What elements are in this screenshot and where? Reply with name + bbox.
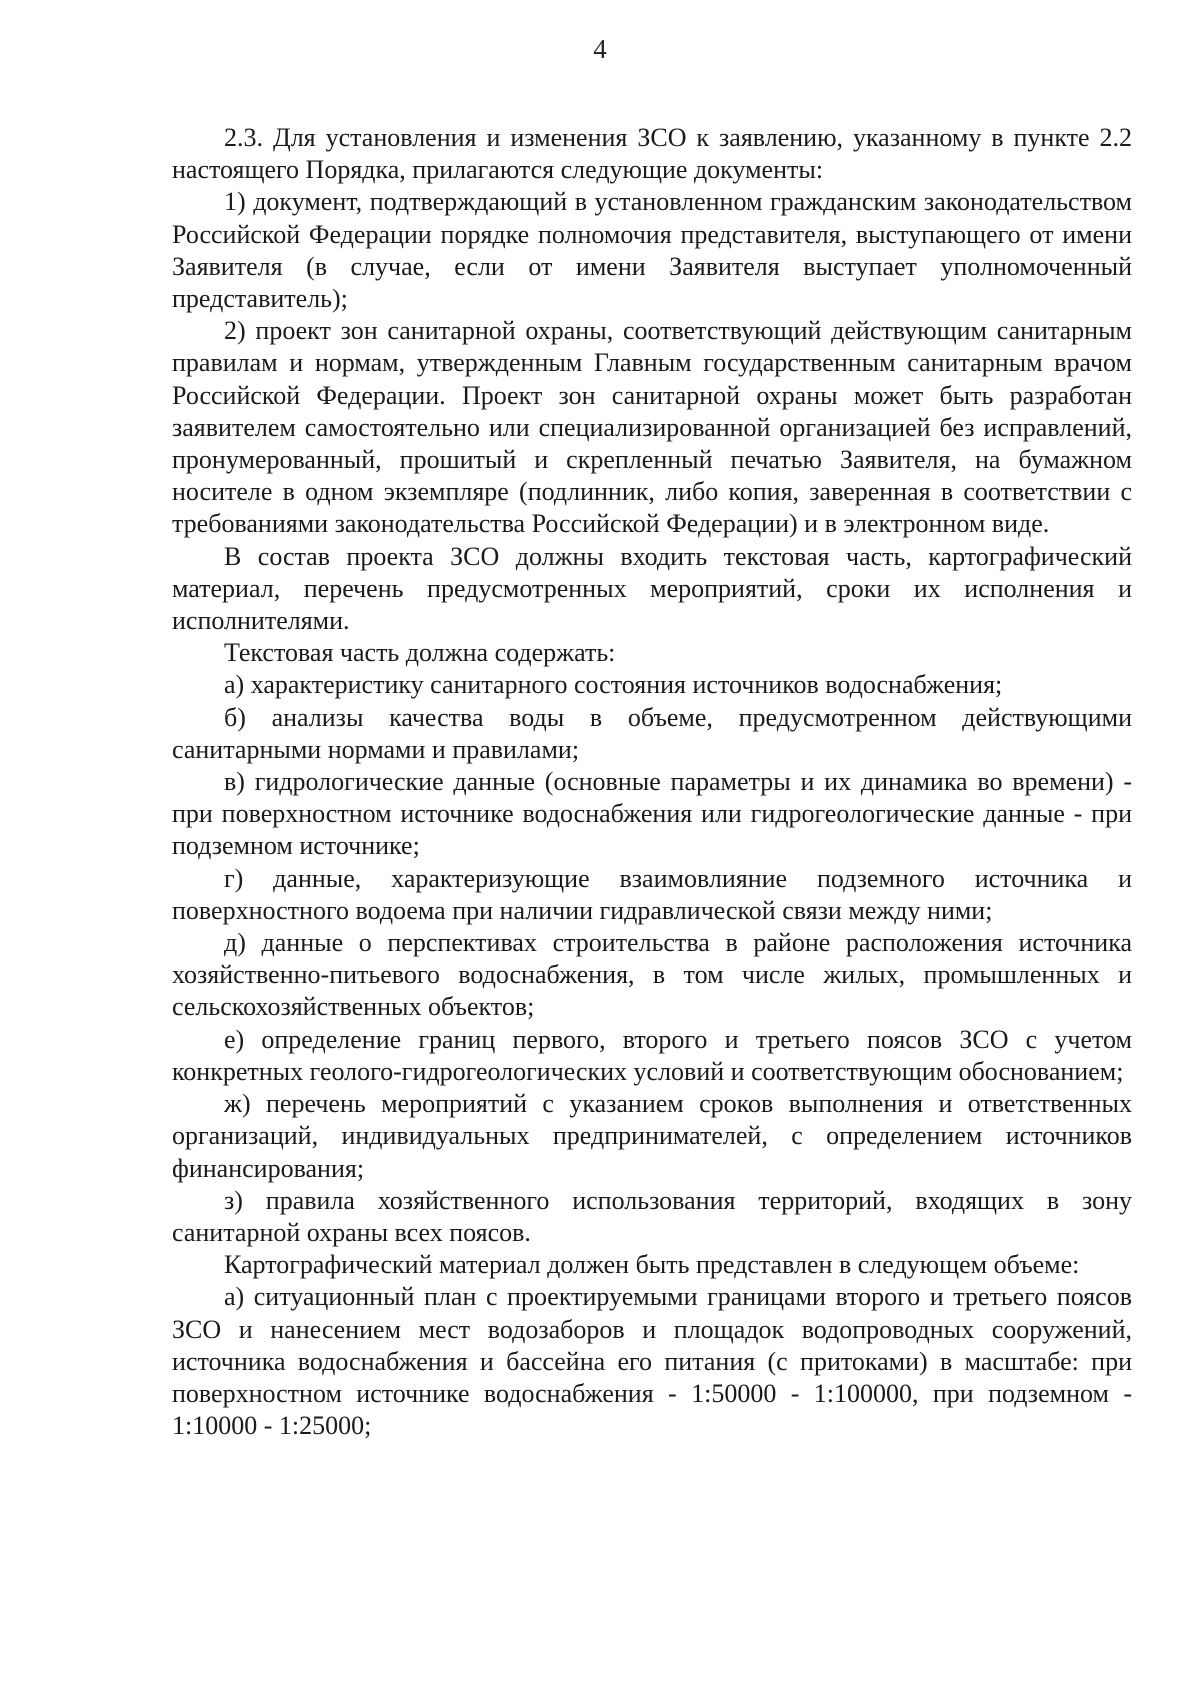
paragraph-project-composition: В состав проекта ЗСО должны входить текстовая часть, картографический материал, перечень предусмотренных мероприятий, сроки их исполнения и исполнителями. [172,541,1132,636]
paragraph-item-g: г) данные, характеризующие взаимовлияние подземного источника и поверхностного водоема при наличии гидравлической связи между ними; [172,863,1132,925]
paragraph-2-3-intro: 2.3. Для установления и изменения ЗСО к заявлению, указанному в пункте 2.2 настоящего Порядка, прилагаются следующие документы: [172,123,1132,185]
paragraph-item-d: д) данные о перспективах строительства в районе расположения источника хозяйственно-питьевого водоснабжения, в том числе жилых, промышленных и сельскохозяйственных объектов; [172,928,1132,1022]
paragraph-cartographic-heading: Картографический материал должен быть представлен в следующем объеме: [224,1250,1080,1280]
paragraph-item-z: з) правила хозяйственного использования территорий, входящих в зону санитарной охраны всех поясов. [172,1185,1132,1247]
document-body [172,122,1132,1442]
paragraph-text-part-heading: Текстовая часть должна содержать: [224,638,616,668]
paragraph-item-a: а) характеристику санитарного состояния источников водоснабжения; [224,670,1003,700]
paragraph-cartographic-item-a: а) ситуационный план с проектируемыми границами второго и третьего поясов ЗСО и нанесением мест водозаборов и площадок водопроводных сооружений, источника водоснабжения и бассейна его питания (с притоками) в масштабе: при поверхностном источнике водоснабжения - 1:50000 - 1:100000, при подземном - 1:10000 - 1:25000; [172,1282,1132,1441]
paragraph-item-v: в) гидрологические данные (основные параметры и их динамика во времени) - при поверхностном источнике водоснабжения или гидрогеологические данные - при подземном источнике; [172,767,1132,861]
paragraph-item-2: 2) проект зон санитарной охраны, соответствующий действующим санитарным правилам и нормам, утвержденным Главным государственным санитарным врачом Российской Федерации. Проект зон санитарной охраны может быть разработан заявителем самостоятельно или специализированной организацией без исправлений, пронумерованный, прошитый и скрепленный печатью Заявителя, на бумажном носителе в одном экземпляре (подлинник, либо копия, заверенная в соответствии с требованиями законодательства Российской Федерации) и в электронном виде. [172,316,1132,539]
paragraph-item-e: е) определение границ первого, второго и третьего поясов ЗСО с учетом конкретных геолого-гидрогеологических условий и соответствующим обоснованием; [172,1024,1132,1086]
paragraph-item-1: 1) документ, подтверждающий в установленном гражданским законодательством Российской Федерации порядке полномочия представителя, выступающего от имени Заявителя (в случае, если от имени Заявителя выступает уполномоченный представитель); [172,187,1132,314]
page-number: 4 [593,34,607,64]
paragraph-item-b: б) анализы качества воды в объеме, предусмотренном действующими санитарными нормами и правилами; [172,702,1132,764]
paragraph-item-zh: ж) перечень мероприятий с указанием сроков выполнения и ответственных организаций, индивидуальных предпринимателей, с определением источников финансирования; [172,1089,1132,1183]
